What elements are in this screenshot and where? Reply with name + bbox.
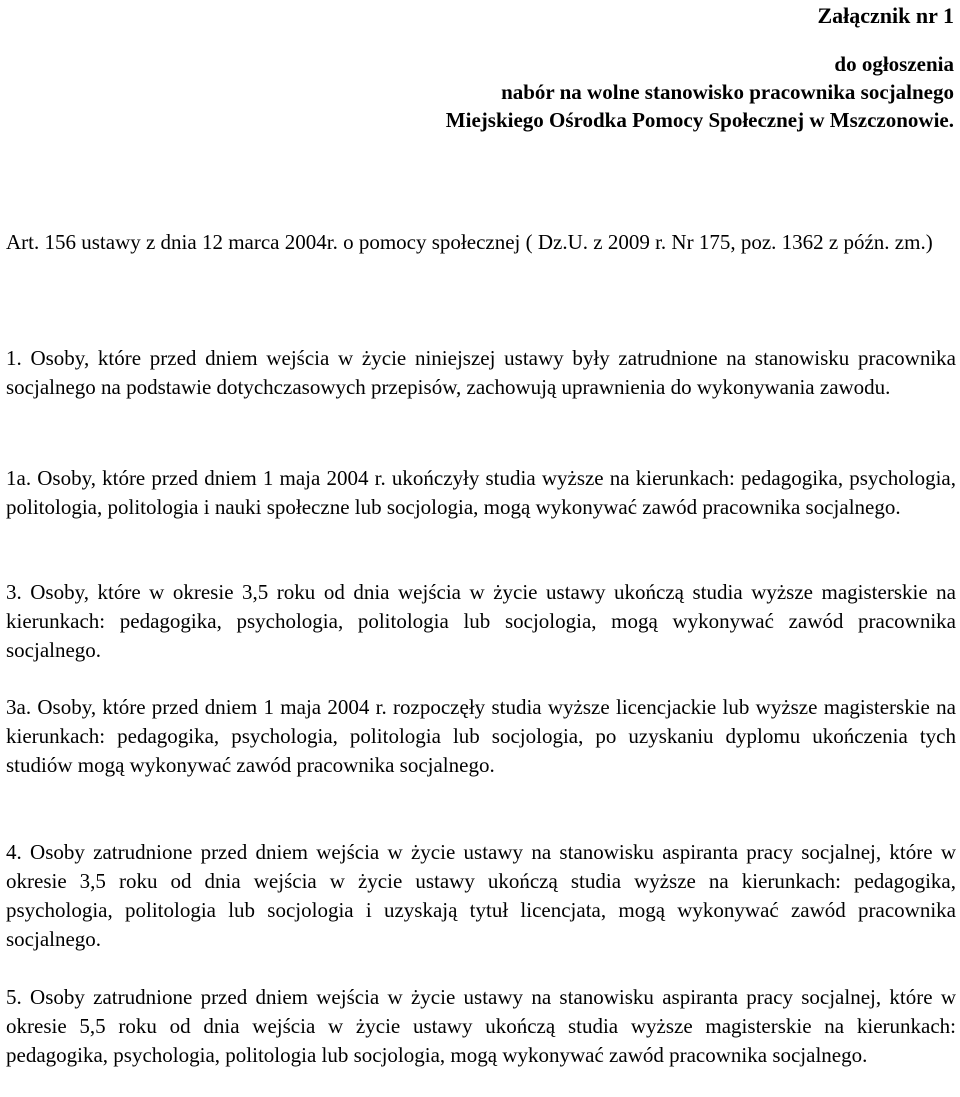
paragraph-4: 4. Osoby zatrudnione przed dniem wejścia w życie ustawy na stanowisku aspiranta pracy socjalnej, które w okresie 3,5 roku od dnia wejścia w życie ustawy ukończą studia wyższe na kierunkach: pedagogika, psychologia, politologia lub socjologia i uzyskają tytuł licencjata, mogą wykonywać zawód pracownika socjalnego. [6, 840, 956, 951]
paragraph-3a: 3a. Osoby, które przed dniem 1 maja 2004 r. rozpoczęły studia wyższe licencjackie lub wyższe magisterskie na kierunkach: pedagogika, psychologia, politologia lub socjologia, po uzyskaniu dyplomu ukończenia tych studiów mogą wykonywać zawód pracownika socjalnego. [6, 695, 956, 777]
attachment-title: Załącznik nr 1 [817, 3, 954, 28]
paragraph-1: 1. Osoby, które przed dniem wejścia w życie niniejszej ustawy były zatrudnione na stanowisku pracownika socjalnego na podstawie dotychczasowych przepisów, zachowują uprawnienia do wykonywania zawodu. [6, 346, 956, 399]
paragraph-5: 5. Osoby zatrudnione przed dniem wejścia w życie ustawy na stanowisku aspiranta pracy socjalnej, które w okresie 5,5 roku od dnia wejścia w życie ustawy ukończą studia wyższe magisterskie na kierunkach: pedagogika, psychologia, politologia lub socjologia, mogą wykonywać zawód pracownika socjalnego. [6, 985, 956, 1067]
header-spacer [54, 30, 954, 50]
announcement-line: do ogłoszenia [834, 52, 954, 76]
institution-line: Miejskiego Ośrodka Pomocy Społecznej w Mszczonowie. [445, 108, 954, 132]
position-line: nabór na wolne stanowisko pracownika socjalnego [501, 80, 954, 104]
paragraph-3: 3. Osoby, które w okresie 3,5 roku od dnia wejścia w życie ustawy ukończą studia wyższe magisterskie na kierunkach: pedagogika, psychologia, politologia lub socjologia, mogą wykonywać zawód pracownika socjalnego. [6, 580, 956, 662]
document-header [54, 2, 954, 134]
legal-reference: Art. 156 ustawy z dnia 12 marca 2004r. o pomocy społecznej ( Dz.U. z 2009 r. Nr 175, poz. 1362 z późn. zm.) [6, 230, 933, 254]
paragraph-1a: 1a. Osoby, które przed dniem 1 maja 2004 r. ukończyły studia wyższe na kierunkach: pedagogika, psychologia, politologia, politologia i nauki społeczne lub socjologia, mogą wykonywać zawód pracownika socjalnego. [6, 466, 956, 519]
